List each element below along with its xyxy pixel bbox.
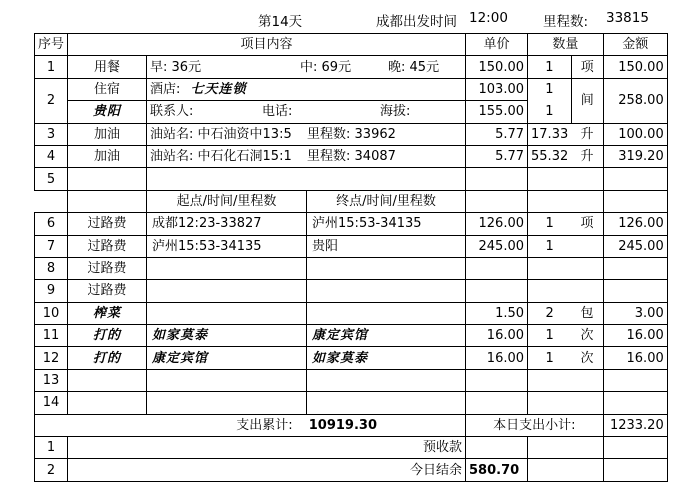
prepayment-value [466, 437, 528, 459]
header-day: 第14天 [258, 14, 303, 30]
row-unit [571, 280, 603, 302]
row-qty: 2 [528, 302, 572, 324]
row-no: 4 [35, 145, 68, 167]
cell [147, 168, 466, 190]
row-no: 2 [35, 78, 68, 123]
item-row [35, 325, 668, 347]
row-amount: 150.00 [603, 56, 667, 78]
row-price: 5.77 [466, 145, 528, 167]
row-unit: 次 [571, 325, 603, 347]
cell [68, 190, 147, 212]
lodging-city: 贵阳 [68, 101, 147, 123]
fuel-mileage: 里程数: 34087 [307, 149, 396, 165]
fuel-row [35, 123, 668, 145]
row-label: 用餐 [68, 56, 147, 78]
item-row [35, 369, 668, 391]
daily-total-label: 本日支出小计: [466, 414, 604, 436]
row-start [147, 369, 307, 391]
row-unit: 次 [571, 347, 603, 369]
expense-table [34, 33, 668, 482]
cumulative-value: 10919.30 [308, 417, 378, 433]
row-label: 过路费 [68, 213, 147, 235]
row-unit: 升 [571, 123, 603, 145]
prepayment-label: 预收款 [68, 437, 466, 459]
cell [603, 190, 667, 212]
row-price [466, 392, 528, 414]
row-start [147, 392, 307, 414]
meal-dinner: 晚: 45元 [388, 59, 440, 75]
row-price: 16.00 [466, 325, 528, 347]
footer-row [35, 437, 668, 459]
row-price [466, 280, 528, 302]
row-start: 康定宾馆 [147, 347, 307, 369]
col-header-qty: 数量 [528, 34, 604, 56]
row-end [307, 392, 466, 414]
footer-row [35, 459, 668, 481]
row-no: 1 [35, 437, 68, 459]
route-header-row [35, 190, 668, 212]
fuel-station: 油站名: 中石化石洞15:1 [150, 149, 292, 165]
row-amount: 16.00 [603, 325, 667, 347]
row-qty: 55.32 [528, 145, 572, 167]
row-amount [603, 392, 667, 414]
row-price: 5.77 [466, 123, 528, 145]
col-header-no: 序号 [35, 34, 68, 56]
row-price: 126.00 [466, 213, 528, 235]
row-amount [603, 280, 667, 302]
row-qty [528, 392, 572, 414]
cell [528, 190, 604, 212]
row-no: 5 [35, 168, 68, 190]
row-end: 泸州15:53-34135 [307, 213, 466, 235]
route-start-header: 起点/时间/里程数 [147, 190, 307, 212]
row-amount: 126.00 [603, 213, 667, 235]
meal-lunch: 中: 69元 [300, 59, 352, 75]
row-amount [603, 369, 667, 391]
row-no: 6 [35, 213, 68, 235]
row-amount: 3.00 [603, 302, 667, 324]
daily-total-value: 1233.20 [603, 414, 667, 436]
item-row [35, 213, 668, 235]
fuel-detail [147, 145, 466, 167]
cell [466, 168, 528, 190]
header-depart-time: 12:00 [469, 10, 508, 26]
row-label [68, 392, 147, 414]
row-label: 加油 [68, 145, 147, 167]
row-start [147, 280, 307, 302]
row-end: 贵阳 [307, 235, 466, 257]
item-row [35, 302, 668, 324]
fuel-detail [147, 123, 466, 145]
lodging-contact [147, 101, 466, 123]
lodging-label: 住宿 [68, 78, 147, 100]
cell [528, 168, 604, 190]
row-amount [603, 257, 667, 279]
row-no: 13 [35, 369, 68, 391]
cell [603, 459, 667, 481]
route-end-header: 终点/时间/里程数 [307, 190, 466, 212]
row-label: 过路费 [68, 257, 147, 279]
row-no: 8 [35, 257, 68, 279]
row-qty [528, 280, 572, 302]
item-row [35, 257, 668, 279]
row-amount: 16.00 [603, 347, 667, 369]
row-label: 过路费 [68, 235, 147, 257]
row-start [147, 257, 307, 279]
row-no: 9 [35, 280, 68, 302]
header-odometer-value: 33815 [606, 10, 649, 26]
lodging-amount: 258.00 [603, 78, 667, 123]
row-price [466, 257, 528, 279]
totals-row [35, 414, 668, 436]
row-end: 如家莫泰 [307, 347, 466, 369]
row-qty [528, 369, 572, 391]
phone-label: 电话: [262, 104, 293, 120]
column-header-row [35, 34, 668, 56]
row-unit: 项 [571, 213, 603, 235]
header-depart-label: 成都出发时间 [376, 14, 457, 30]
row-amount: 100.00 [603, 123, 667, 145]
cell [466, 190, 528, 212]
row-qty: 1 [528, 347, 572, 369]
row-price: 16.00 [466, 347, 528, 369]
row-no: 3 [35, 123, 68, 145]
row-unit [571, 257, 603, 279]
lodging-unit: 间 [571, 78, 603, 123]
row-label: 加油 [68, 123, 147, 145]
meals-detail [147, 56, 466, 78]
row-unit [571, 392, 603, 414]
row-unit: 包 [571, 302, 603, 324]
balance-value: 580.70 [466, 459, 528, 481]
row-label [68, 369, 147, 391]
row-start: 成都12:23-33827 [147, 213, 307, 235]
row-price: 150.00 [466, 56, 528, 78]
row-qty: 1 [528, 213, 572, 235]
cell [603, 168, 667, 190]
row-unit [571, 235, 603, 257]
col-header-content: 项目内容 [68, 34, 466, 56]
meal-breakfast: 早: 36元 [150, 59, 202, 75]
cumulative-total [35, 414, 466, 436]
row-qty [528, 257, 572, 279]
contact-label: 联系人: [150, 104, 194, 120]
balance-label: 今日结余 [68, 459, 466, 481]
row-unit [571, 369, 603, 391]
fuel-mileage: 里程数: 33962 [307, 126, 396, 142]
row-label: 榨菜 [68, 302, 147, 324]
hotel-name: 七天连锁 [190, 81, 247, 97]
meals-row [35, 56, 668, 78]
cell [35, 190, 68, 212]
lodging-hotel [147, 78, 466, 100]
cell [528, 437, 604, 459]
row-end [307, 257, 466, 279]
row-no: 1 [35, 56, 68, 78]
row-label: 打的 [68, 347, 147, 369]
row-start [147, 302, 307, 324]
row-start: 如家莫泰 [147, 325, 307, 347]
lodging-row-1 [35, 78, 668, 100]
row-qty: 1 [528, 235, 572, 257]
row-qty: 17.33 [528, 123, 572, 145]
cell [603, 437, 667, 459]
fuel-station: 油站名: 中石油资中13:5 [150, 126, 292, 142]
row-no: 14 [35, 392, 68, 414]
row-unit: 升 [571, 145, 603, 167]
row-end [307, 280, 466, 302]
cell [68, 168, 147, 190]
row-end: 康定宾馆 [307, 325, 466, 347]
item-row [35, 235, 668, 257]
row-start: 泸州15:53-34135 [147, 235, 307, 257]
fuel-row [35, 145, 668, 167]
row-no: 10 [35, 302, 68, 324]
row-no: 11 [35, 325, 68, 347]
col-header-amount: 金额 [603, 34, 667, 56]
cell [528, 459, 604, 481]
item-rows [35, 213, 668, 415]
row-price: 245.00 [466, 235, 528, 257]
lodging-price-2: 155.00 [466, 101, 528, 123]
lodging-price-1: 103.00 [466, 78, 528, 100]
row-amount: 319.20 [603, 145, 667, 167]
header-odometer-label: 里程数: [543, 14, 589, 30]
row-no: 2 [35, 459, 68, 481]
row-amount: 245.00 [603, 235, 667, 257]
row-unit: 项 [571, 56, 603, 78]
item-row [35, 347, 668, 369]
row-no: 12 [35, 347, 68, 369]
row-label: 打的 [68, 325, 147, 347]
row-end [307, 369, 466, 391]
row-no: 7 [35, 235, 68, 257]
lodging-qty-1: 1 [528, 78, 572, 100]
hotel-label: 酒店: [150, 81, 181, 97]
row-qty: 1 [528, 56, 572, 78]
empty-row-5 [35, 168, 668, 190]
row-price: 1.50 [466, 302, 528, 324]
row-qty: 1 [528, 325, 572, 347]
row-end [307, 302, 466, 324]
altitude-label: 海拔: [380, 104, 411, 120]
lodging-qty-2: 1 [528, 101, 572, 123]
item-row [35, 392, 668, 414]
item-row [35, 280, 668, 302]
col-header-price: 单价 [466, 34, 528, 56]
row-label: 过路费 [68, 280, 147, 302]
row-price [466, 369, 528, 391]
cumulative-label: 支出累计: [236, 417, 293, 433]
